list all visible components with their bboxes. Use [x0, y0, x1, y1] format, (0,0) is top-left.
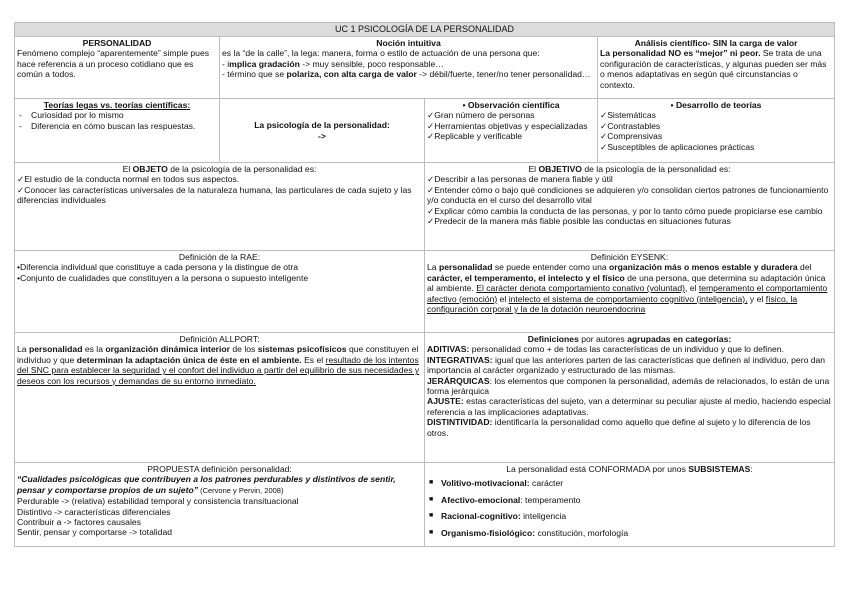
eysenk-t8: , el [684, 283, 699, 294]
list-item [427, 355, 832, 376]
eysenk-t7: de una persona, que determina su adaptación única al ambiente. [427, 272, 826, 294]
eysenk-text [427, 262, 832, 314]
propuesta-quote [17, 474, 422, 496]
teorias-heading: Teorías legas vs. teorías científicas: [43, 100, 191, 110]
eysenk-u1: El carácter denota comportamiento conativo (voluntad) [476, 283, 685, 294]
definiciones-heading [427, 334, 832, 344]
row-propuesta-subsistemas [15, 463, 835, 547]
objetivo-bold: OBJETIVO [538, 164, 582, 174]
objeto-pre: El [122, 164, 133, 174]
objeto-heading [17, 164, 422, 174]
rae-list [17, 262, 422, 283]
nocion-line1: es la “de la calle”, la legа: manera, forma o estilo de actuación de una persona que: [222, 48, 540, 59]
allport-t8: determinan la adaptación única de éste en el ambiente. [76, 354, 302, 365]
list-item: ✓ Replicable y verificable [427, 131, 595, 141]
allport-t7: que constituyen el individuo y que [17, 344, 419, 365]
allport-text [17, 344, 422, 386]
list-item: ✓ Comprensivas [600, 131, 832, 141]
list-item [427, 417, 832, 438]
nocion-l3-pre: - término que se [222, 69, 287, 80]
eysenk-u2: temperamento el comportamiento afectivo (emoción) [427, 283, 828, 304]
analisis-text [600, 48, 832, 90]
psicologia-text: La psicología de la personalidad: [254, 120, 390, 131]
row-rae-eysenk [15, 251, 835, 333]
subsistemas-h-bold: SUBSISTEMAS [688, 464, 751, 474]
observacion-heading: • Observación científica [462, 100, 560, 110]
objetivo-heading [427, 164, 832, 174]
list-item: ✓ Susceptibles de aplicaciones prácticas [600, 142, 832, 152]
cell-allport [15, 333, 425, 463]
nocion-heading: Noción intuitiva [376, 38, 441, 48]
cell-objeto [15, 163, 425, 251]
list-item: Sentir, pensar y comportarse -> totalidad [17, 527, 173, 538]
list-item: ✓ Predecir de la manera más fiable posible las conductas en situaciones futuras [427, 216, 832, 226]
nocion-l2-post: -> muy sensible, poco responsable… [299, 58, 444, 69]
eysenk-t3: se puede entender como una [492, 262, 610, 273]
allport-t1: La [17, 344, 29, 355]
eysenk-t4: organización más o menos estable y duradera [609, 262, 798, 273]
objeto-bold: OBJETO [132, 164, 168, 174]
cell-analisis-cientifico [598, 37, 835, 99]
definiciones-h-mid: por autores [578, 334, 628, 344]
nocion-l2-pre: - i [222, 58, 230, 69]
summary-sheet [14, 22, 834, 547]
def-text: personalidad como + de todas las características de un individuo y que lo definen. [469, 344, 784, 355]
list-item [427, 511, 832, 521]
nocion-l3-post: -> débil/fuerte, tener/no tener personalidad… [416, 69, 591, 80]
allport-heading: Definición ALLPORT: [179, 334, 260, 344]
list-item: - Diferencia en cómo buscan las respuestas. [31, 121, 217, 131]
eysenk-t5: del [797, 262, 812, 273]
list-item: Contribuir a -> factores causales [17, 517, 141, 528]
subsistemas-heading [427, 464, 832, 474]
list-item: ✓ Entender cómo o bajo qué condiciones se adquieren y/o consolidan ciertos patrones de funcionamiento y/o conducta en el curso del desarrollo vital [427, 185, 832, 206]
sub-text: inteligencia [520, 511, 567, 522]
cell-desarrollo [598, 99, 835, 163]
def-term: AJUSTE: [427, 396, 464, 407]
row-theories [15, 99, 835, 163]
propuesta-quote-text: “Cualidades psicológicas que contribuyen a los patrones perdurables y distintivos de sentir, pensar y comportarse propios de un sujeto” [17, 474, 396, 495]
nocion-line2 [222, 59, 595, 69]
propuesta-heading: PROPUESTA definición personalidad: [147, 464, 292, 474]
desarrollo-list [600, 110, 832, 152]
list-item: ✓ Contrastables [600, 121, 832, 131]
sub-term: Organismo-fisiológico: [441, 527, 536, 538]
analisis-bold: La personalidad NO es “mejor” ni peor. [600, 48, 761, 59]
list-item: Distintivo -> características diferenciales [17, 506, 171, 517]
observacion-list [427, 110, 595, 141]
personalidad-heading: PERSONALIDAD [82, 38, 152, 48]
objetivo-list [427, 174, 832, 226]
def-term: INTEGRATIVAS: [427, 354, 493, 365]
teorias-list [17, 110, 217, 131]
nocion-l3-bold: polariza, con alta carga de valor [286, 69, 417, 80]
def-text: estas características del sujeto, van a determinar su peculiar ajuste al medio, haciendo especial referencia a las implicaciones adaptativas. [427, 396, 831, 417]
objeto-post: de la psicología de la personalidad es: [167, 164, 317, 174]
analisis-heading: Análisis científico- SIN la carga de valor [634, 38, 798, 48]
nocion-line3 [222, 69, 595, 79]
list-item [427, 528, 832, 538]
cell-personalidad [15, 37, 220, 99]
list-item: ✓ Describir a las personas de manera fiable y útil [427, 174, 832, 184]
eysenk-t2: personalidad [438, 262, 493, 273]
personalidad-text: Fenómeno complejo “aparentemente” simple pues hace referencia a un proceso cotidiano que es común a todos. [17, 48, 210, 80]
allport-u1: resultado de los intentos del SNC para establecer la seguridad y el confort del individuo a partir del equilibrio de sus necesidades y deseos con los recursos y demandas de su entorno inmediato. [17, 354, 420, 386]
cell-eysenk [425, 251, 835, 333]
sub-text: carácter [529, 478, 564, 489]
objetivo-pre: El [528, 164, 539, 174]
def-term: DISTINTIVIDAD: [427, 417, 493, 428]
def-term: JERÁRQUICAS [427, 375, 490, 386]
list-item: ✓ Gran número de personas [427, 110, 595, 120]
sub-text: constitución, morfología [535, 527, 629, 538]
def-text: identificaría la personalidad como aquello que define al sujeto y lo diferencia de los otros. [427, 417, 811, 438]
cell-nocion-intuitiva [220, 37, 598, 99]
cell-teorias [15, 99, 220, 163]
allport-t2: personalidad [28, 344, 83, 355]
analisis-body: Se trata de una configuración de características, y algunas pueden ser más o menos adaptativas en según qué circunstancias o contexto. [600, 48, 827, 90]
eysenk-u4: físico, la configuración corporal y la de la dotación neuroendocrina [427, 293, 798, 315]
propuesta-cite: (Cervone y Pervin, 2008) [198, 485, 284, 495]
desarrollo-heading: • Desarrollo de teorías [670, 100, 762, 110]
def-text: igual que las anteriores parten de las características que definen al individuo, pero dan importancia al carácter organizado y estructurado de las mismas. [427, 354, 826, 376]
list-item [427, 396, 832, 417]
eysenk-t1: La [427, 262, 439, 273]
eysenk-t9: el [497, 293, 509, 304]
cell-subsistemas [425, 463, 835, 547]
eysenk-heading: Definición EYSENK: [590, 252, 669, 262]
list-item: • Diferencia individual que constituye a cada persona y la distingue de otra [17, 262, 422, 272]
title-row [15, 23, 835, 37]
definiciones-h-bold2: agrupadas en categorías: [627, 334, 732, 344]
list-item [427, 495, 832, 505]
list-item: ✓ El estudio de la conducta normal en todos sus aspectos. [17, 174, 422, 184]
sub-term: Volitivo-motivacional: [441, 478, 530, 489]
row-objeto-objetivo [15, 163, 835, 251]
eysenk-u3: intelecto el sistema de comportamiento cognitivo (inteligencia), [508, 293, 748, 304]
cell-definiciones [425, 333, 835, 463]
eysenk-t10: y el [747, 293, 766, 304]
cell-propuesta [15, 463, 425, 547]
page-title: UC 1 PSICOLOGÍA DE LA PERSONALIDAD [15, 23, 835, 37]
subsistemas-h-pre: La personalidad está CONFORMADA por unos [506, 464, 689, 474]
list-item [427, 376, 832, 397]
allport-t5: de los [230, 344, 258, 355]
eysenk-t6: carácter, el temperamento, el intelecto y el físico [427, 272, 625, 283]
subsistemas-list [427, 478, 832, 538]
list-item: ✓ Explicar cómo cambia la conducta de las personas, y por lo tanto cómo puede propiciarse ese cambio [427, 206, 832, 216]
summary-table [14, 22, 835, 547]
list-item: - Curiosidad por lo mismo [31, 110, 217, 120]
cell-rae [15, 251, 425, 333]
row-definitions-intro [15, 37, 835, 99]
list-item: Perdurable -> (relativa) estabilidad temporal y consistencia transituacional [17, 496, 299, 507]
objetivo-post: de la psicología de la personalidad es: [581, 164, 731, 174]
sub-text: : temperamento [520, 494, 581, 505]
list-item: ✓ Herramientas objetivas y especializadas [427, 121, 595, 131]
def-text: : los elementos que componen la personalidad, además de relacionados, lo están de una forma jerárquica [427, 375, 830, 397]
cell-psicologia [220, 99, 425, 163]
def-term: ADITIVAS: [427, 344, 470, 355]
allport-t4: organización dinámica interior [105, 344, 231, 355]
list-item [427, 478, 832, 488]
rae-heading: Definición de la RAE: [178, 252, 261, 262]
allport-t6: sistemas psicofísicos [257, 344, 347, 355]
subsistemas-h-post: : [750, 464, 753, 474]
objeto-list [17, 174, 422, 205]
row-allport-definiciones [15, 333, 835, 463]
definiciones-h-bold: Definiciones [527, 334, 579, 344]
nocion-l2-bold: mplica gradación [229, 58, 300, 69]
cell-objetivo [425, 163, 835, 251]
list-item: • Conjunto de cualidades que constituyen a la persona o supuesto inteligente [17, 273, 422, 283]
arrow-icon: -> [318, 130, 326, 141]
list-item [427, 344, 832, 354]
sub-term: Racional-cognitivo: [441, 511, 521, 522]
list-item: ✓ Conocer las características universales de la naturaleza humana, las particulares de cada sujeto y las diferencias individuales [17, 185, 422, 206]
list-item: ✓ Sistemáticas [600, 110, 832, 120]
allport-t9: Es el [301, 354, 326, 365]
sub-term: Afectivo-emocional [441, 494, 521, 505]
allport-t3: es la [82, 344, 106, 355]
cell-observacion [425, 99, 598, 163]
